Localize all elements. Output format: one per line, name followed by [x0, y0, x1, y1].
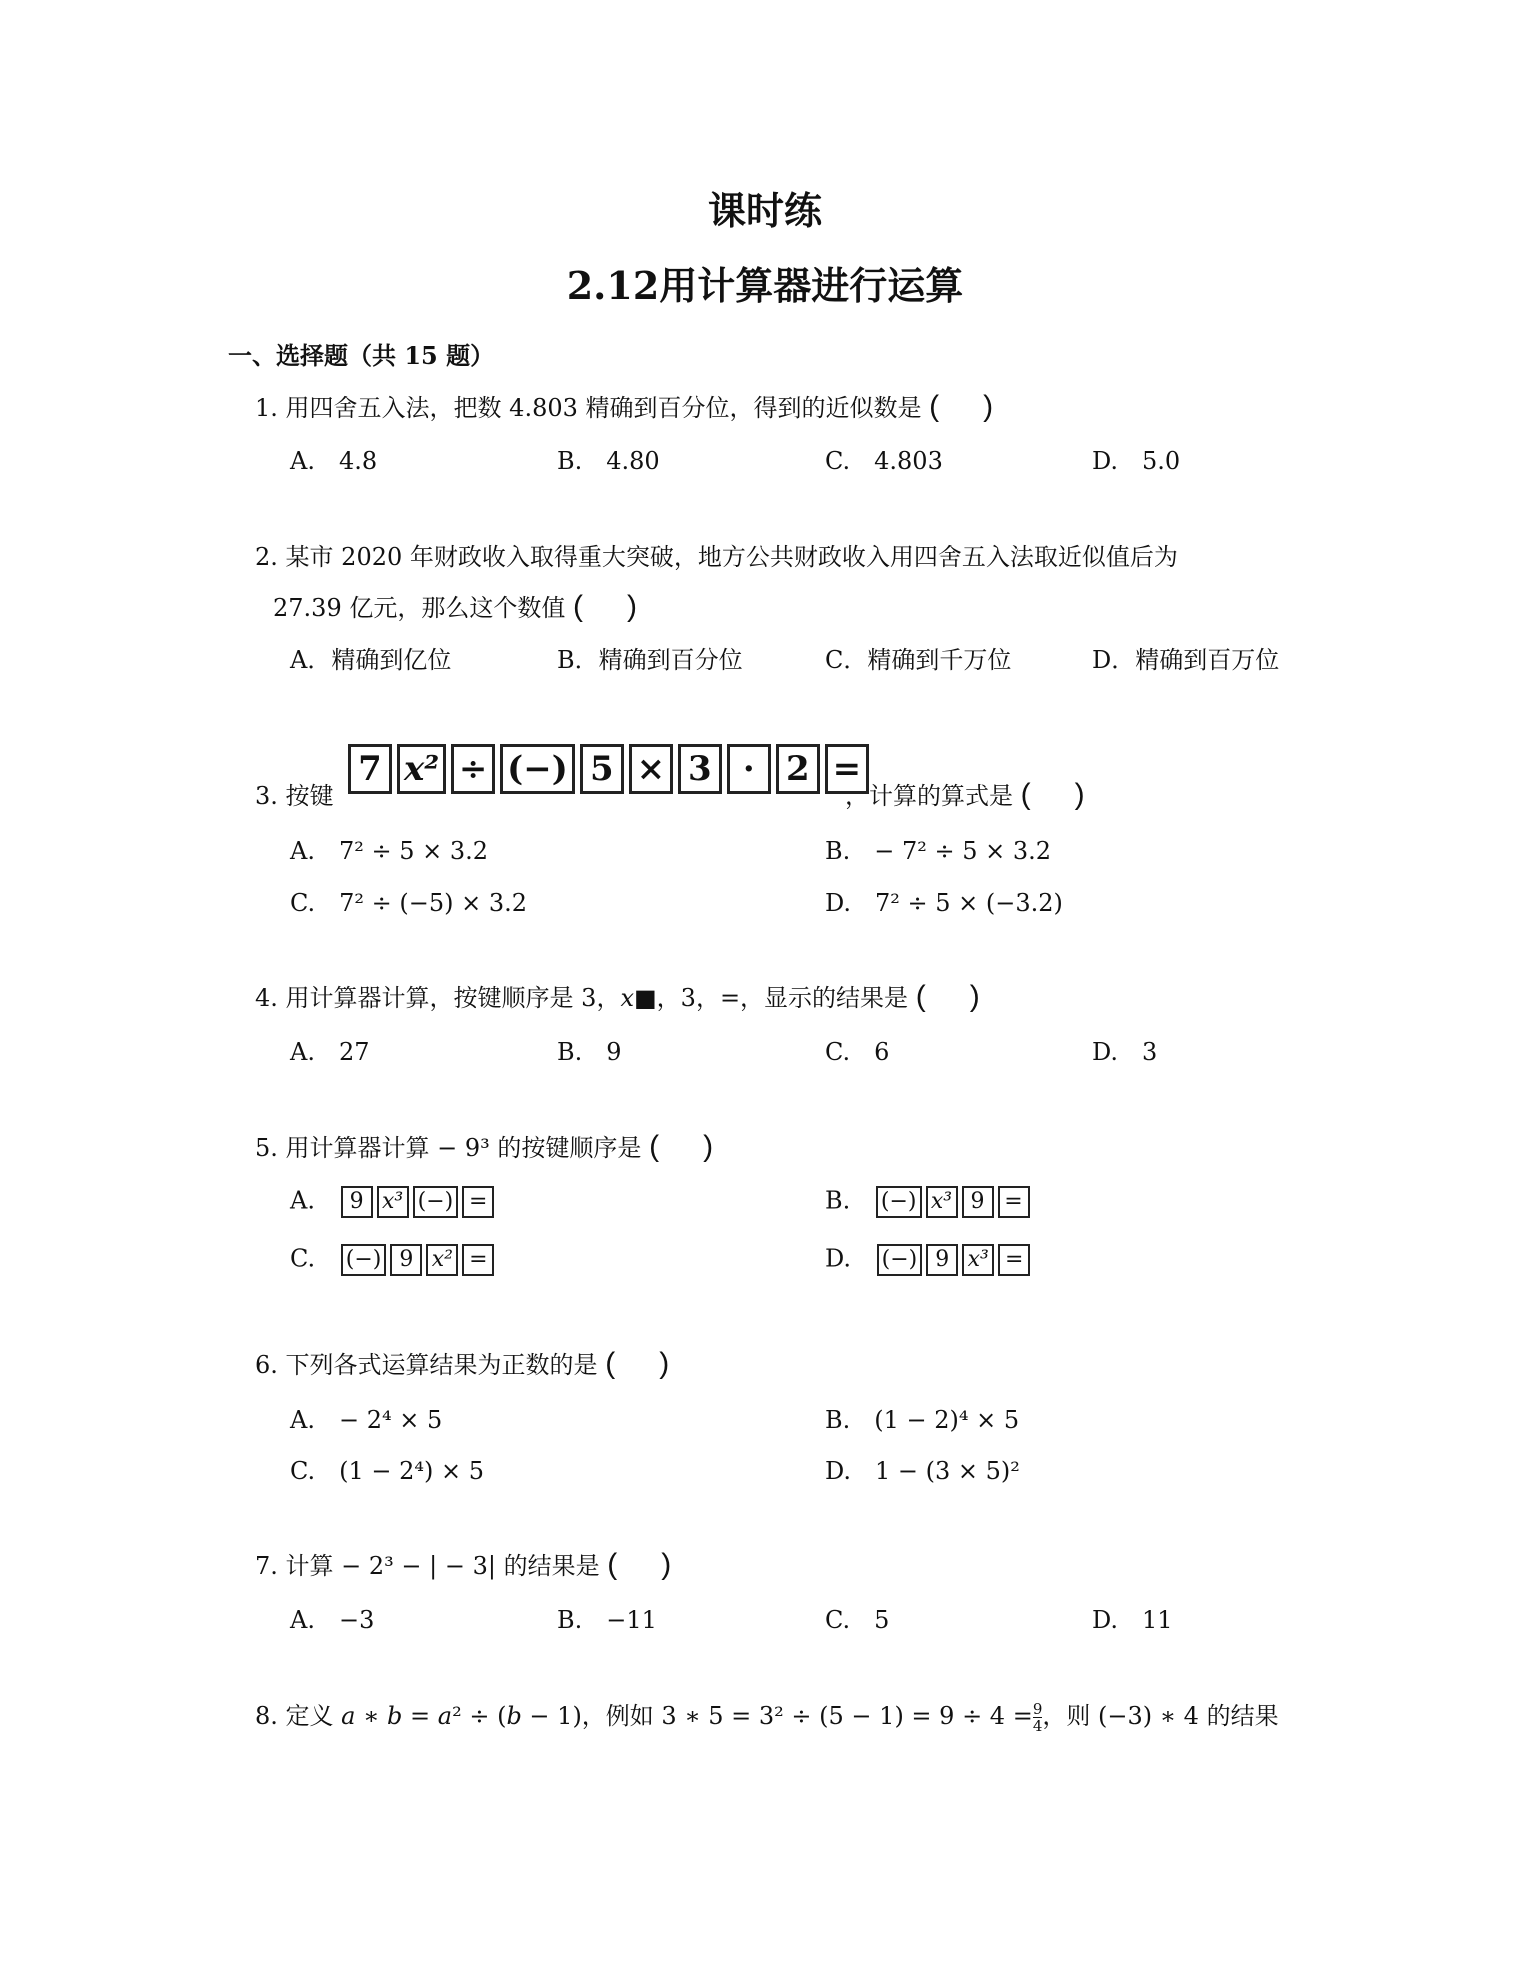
option-a: A. 4.8	[290, 447, 378, 475]
question-stem-line1: 某市 2020 年财政收入取得重大突破，地方公共财政收入用四舍五入法取近似值后为	[285, 543, 1178, 571]
key-9: 9	[390, 1244, 422, 1276]
answer-paren-close: )	[969, 980, 980, 1013]
key-9: 9	[962, 1186, 994, 1218]
question-7	[255, 1546, 671, 1582]
option-b: B. (1 − 2)⁴ × 5	[825, 1406, 1020, 1434]
answer-paren-close: )	[1074, 778, 1085, 811]
answer-paren-open: (	[605, 1347, 616, 1380]
key-x-cubed: x³	[926, 1186, 958, 1218]
question-number: 3.	[255, 782, 278, 810]
question-4	[255, 978, 980, 1014]
key-divide: ÷	[451, 744, 495, 794]
key-negative: (−)	[877, 1244, 923, 1276]
key-negative: (−)	[413, 1186, 459, 1218]
option-a: A．精确到亿位	[290, 646, 452, 674]
question-3-post	[845, 776, 1085, 812]
question-2-line2	[273, 588, 637, 624]
question-8	[255, 1696, 1279, 1734]
key-decimal-point: ·	[727, 744, 771, 794]
option-b	[825, 1186, 1034, 1218]
option-d: D. 1 − (3 × 5)²	[825, 1457, 1020, 1485]
fraction-nine-fourths	[1033, 1701, 1043, 1734]
option-c: C. (1 − 2⁴) × 5	[290, 1457, 485, 1485]
option-c: C. 7² ÷ (−5) × 3.2	[290, 889, 528, 917]
question-5	[255, 1128, 713, 1164]
option-a: A. − 2⁴ × 5	[290, 1406, 443, 1434]
question-3	[255, 776, 334, 811]
fraction-numerator: 9	[1032, 1700, 1043, 1718]
key-x-squared: x²	[397, 744, 446, 794]
option-d: D. 3	[1092, 1038, 1158, 1066]
answer-paren-open: (	[929, 390, 940, 423]
key-multiply: ×	[629, 744, 673, 794]
question-number: 7.	[255, 1552, 278, 1580]
option-d: D. 11	[1092, 1606, 1173, 1634]
key-equals: =	[462, 1244, 494, 1276]
key-x-squared: x²	[426, 1244, 458, 1276]
question-stem-post: ，3，=，显示的结果是	[656, 984, 909, 1012]
option-a	[290, 1186, 498, 1218]
option-label: A.	[290, 1186, 315, 1215]
question-stem: 计算 − 2³ − | − 3| 的结果是	[285, 1552, 600, 1580]
answer-paren-close: )	[703, 1130, 714, 1163]
answer-paren-close: )	[983, 390, 994, 423]
answer-paren-close: )	[661, 1548, 672, 1581]
key-equals: =	[998, 1244, 1030, 1276]
key-negative: (−)	[500, 744, 575, 794]
option-d: D. 5.0	[1092, 447, 1181, 475]
key-5: 5	[580, 744, 624, 794]
answer-paren-open: (	[915, 980, 926, 1013]
question-2	[255, 537, 1178, 572]
question-1	[255, 388, 993, 424]
question-stem-pre: 用计算器计算，按键顺序是 3，	[285, 984, 621, 1012]
option-b: B．精确到百分位	[557, 646, 743, 674]
answer-paren-open: (	[572, 590, 583, 623]
option-b: B. 4.80	[557, 447, 660, 475]
question-number: 4.	[255, 984, 278, 1012]
key-equals: =	[825, 744, 869, 794]
option-c	[290, 1244, 498, 1276]
question-stem-line2: 27.39 亿元，那么这个数值	[273, 594, 566, 622]
option-label: D.	[825, 1244, 852, 1273]
option-a: A. 7² ÷ 5 × 3.2	[290, 837, 489, 865]
question-stem-pre: 按键	[285, 782, 334, 810]
question-6	[255, 1345, 669, 1381]
option-c: C. 4.803	[825, 447, 943, 475]
power-key-glyph: x■	[620, 984, 657, 1012]
option-b: B. −11	[557, 1606, 657, 1634]
question-number: 2.	[255, 543, 278, 571]
question-stem: 用计算器计算 − 9³ 的按键顺序是	[285, 1134, 642, 1162]
key-9: 9	[926, 1244, 958, 1276]
answer-paren-open: (	[1020, 778, 1031, 811]
option-d: D．精确到百万位	[1092, 646, 1280, 674]
key-3: 3	[678, 744, 722, 794]
key-sequence-image	[348, 744, 874, 794]
key-equals: =	[998, 1186, 1030, 1218]
option-c: C．精确到千万位	[825, 646, 1012, 674]
question-stem-b: ，则 (−3) ∗ 4 的结果	[1042, 1702, 1279, 1730]
section-heading: 一、选择题（共 15 题）	[228, 341, 495, 370]
option-b: B. 9	[557, 1038, 622, 1066]
question-stem-post: ，计算的算式是	[845, 782, 1013, 810]
option-d	[825, 1244, 1034, 1276]
doc-title: 课时练	[707, 188, 822, 233]
answer-paren-close: )	[659, 1347, 670, 1380]
fraction-denominator: 4	[1032, 1717, 1043, 1735]
question-stem: 用四舍五入法，把数 4.803 精确到百分位，得到的近似数是	[285, 394, 922, 422]
option-b: B. − 7² ÷ 5 × 3.2	[825, 837, 1052, 865]
question-stem: 下列各式运算结果为正数的是	[285, 1351, 598, 1379]
question-number: 6.	[255, 1351, 278, 1379]
question-number: 1.	[255, 394, 278, 422]
option-d: D. 7² ÷ 5 × (−3.2)	[825, 889, 1063, 917]
key-equals: =	[462, 1186, 494, 1218]
option-label: B.	[825, 1186, 851, 1215]
option-a: A. −3	[290, 1606, 375, 1634]
key-negative: (−)	[341, 1244, 387, 1276]
key-negative: (−)	[876, 1186, 922, 1218]
key-2: 2	[776, 744, 820, 794]
key-x-cubed: x³	[962, 1244, 994, 1276]
answer-paren-open: (	[649, 1130, 660, 1163]
question-number: 8.	[255, 1702, 278, 1730]
doc-subtitle: 2.12用计算器进行运算	[566, 263, 964, 308]
key-9: 9	[341, 1186, 373, 1218]
option-c: C. 5	[825, 1606, 890, 1634]
option-a: A. 27	[290, 1038, 370, 1066]
key-7: 7	[348, 744, 392, 794]
answer-paren-close: )	[626, 590, 637, 623]
answer-paren-open: (	[607, 1548, 618, 1581]
key-x-cubed: x³	[377, 1186, 409, 1218]
option-label: C.	[290, 1244, 316, 1273]
option-c: C. 6	[825, 1038, 890, 1066]
question-number: 5.	[255, 1134, 278, 1162]
question-stem-a: 定义 𝑎 ∗ 𝑏 = 𝑎² ÷ (𝑏 − 1)，例如 3 ∗ 5 = 3² ÷ (5 − 1) = 9 ÷ 4 =	[285, 1702, 1033, 1730]
